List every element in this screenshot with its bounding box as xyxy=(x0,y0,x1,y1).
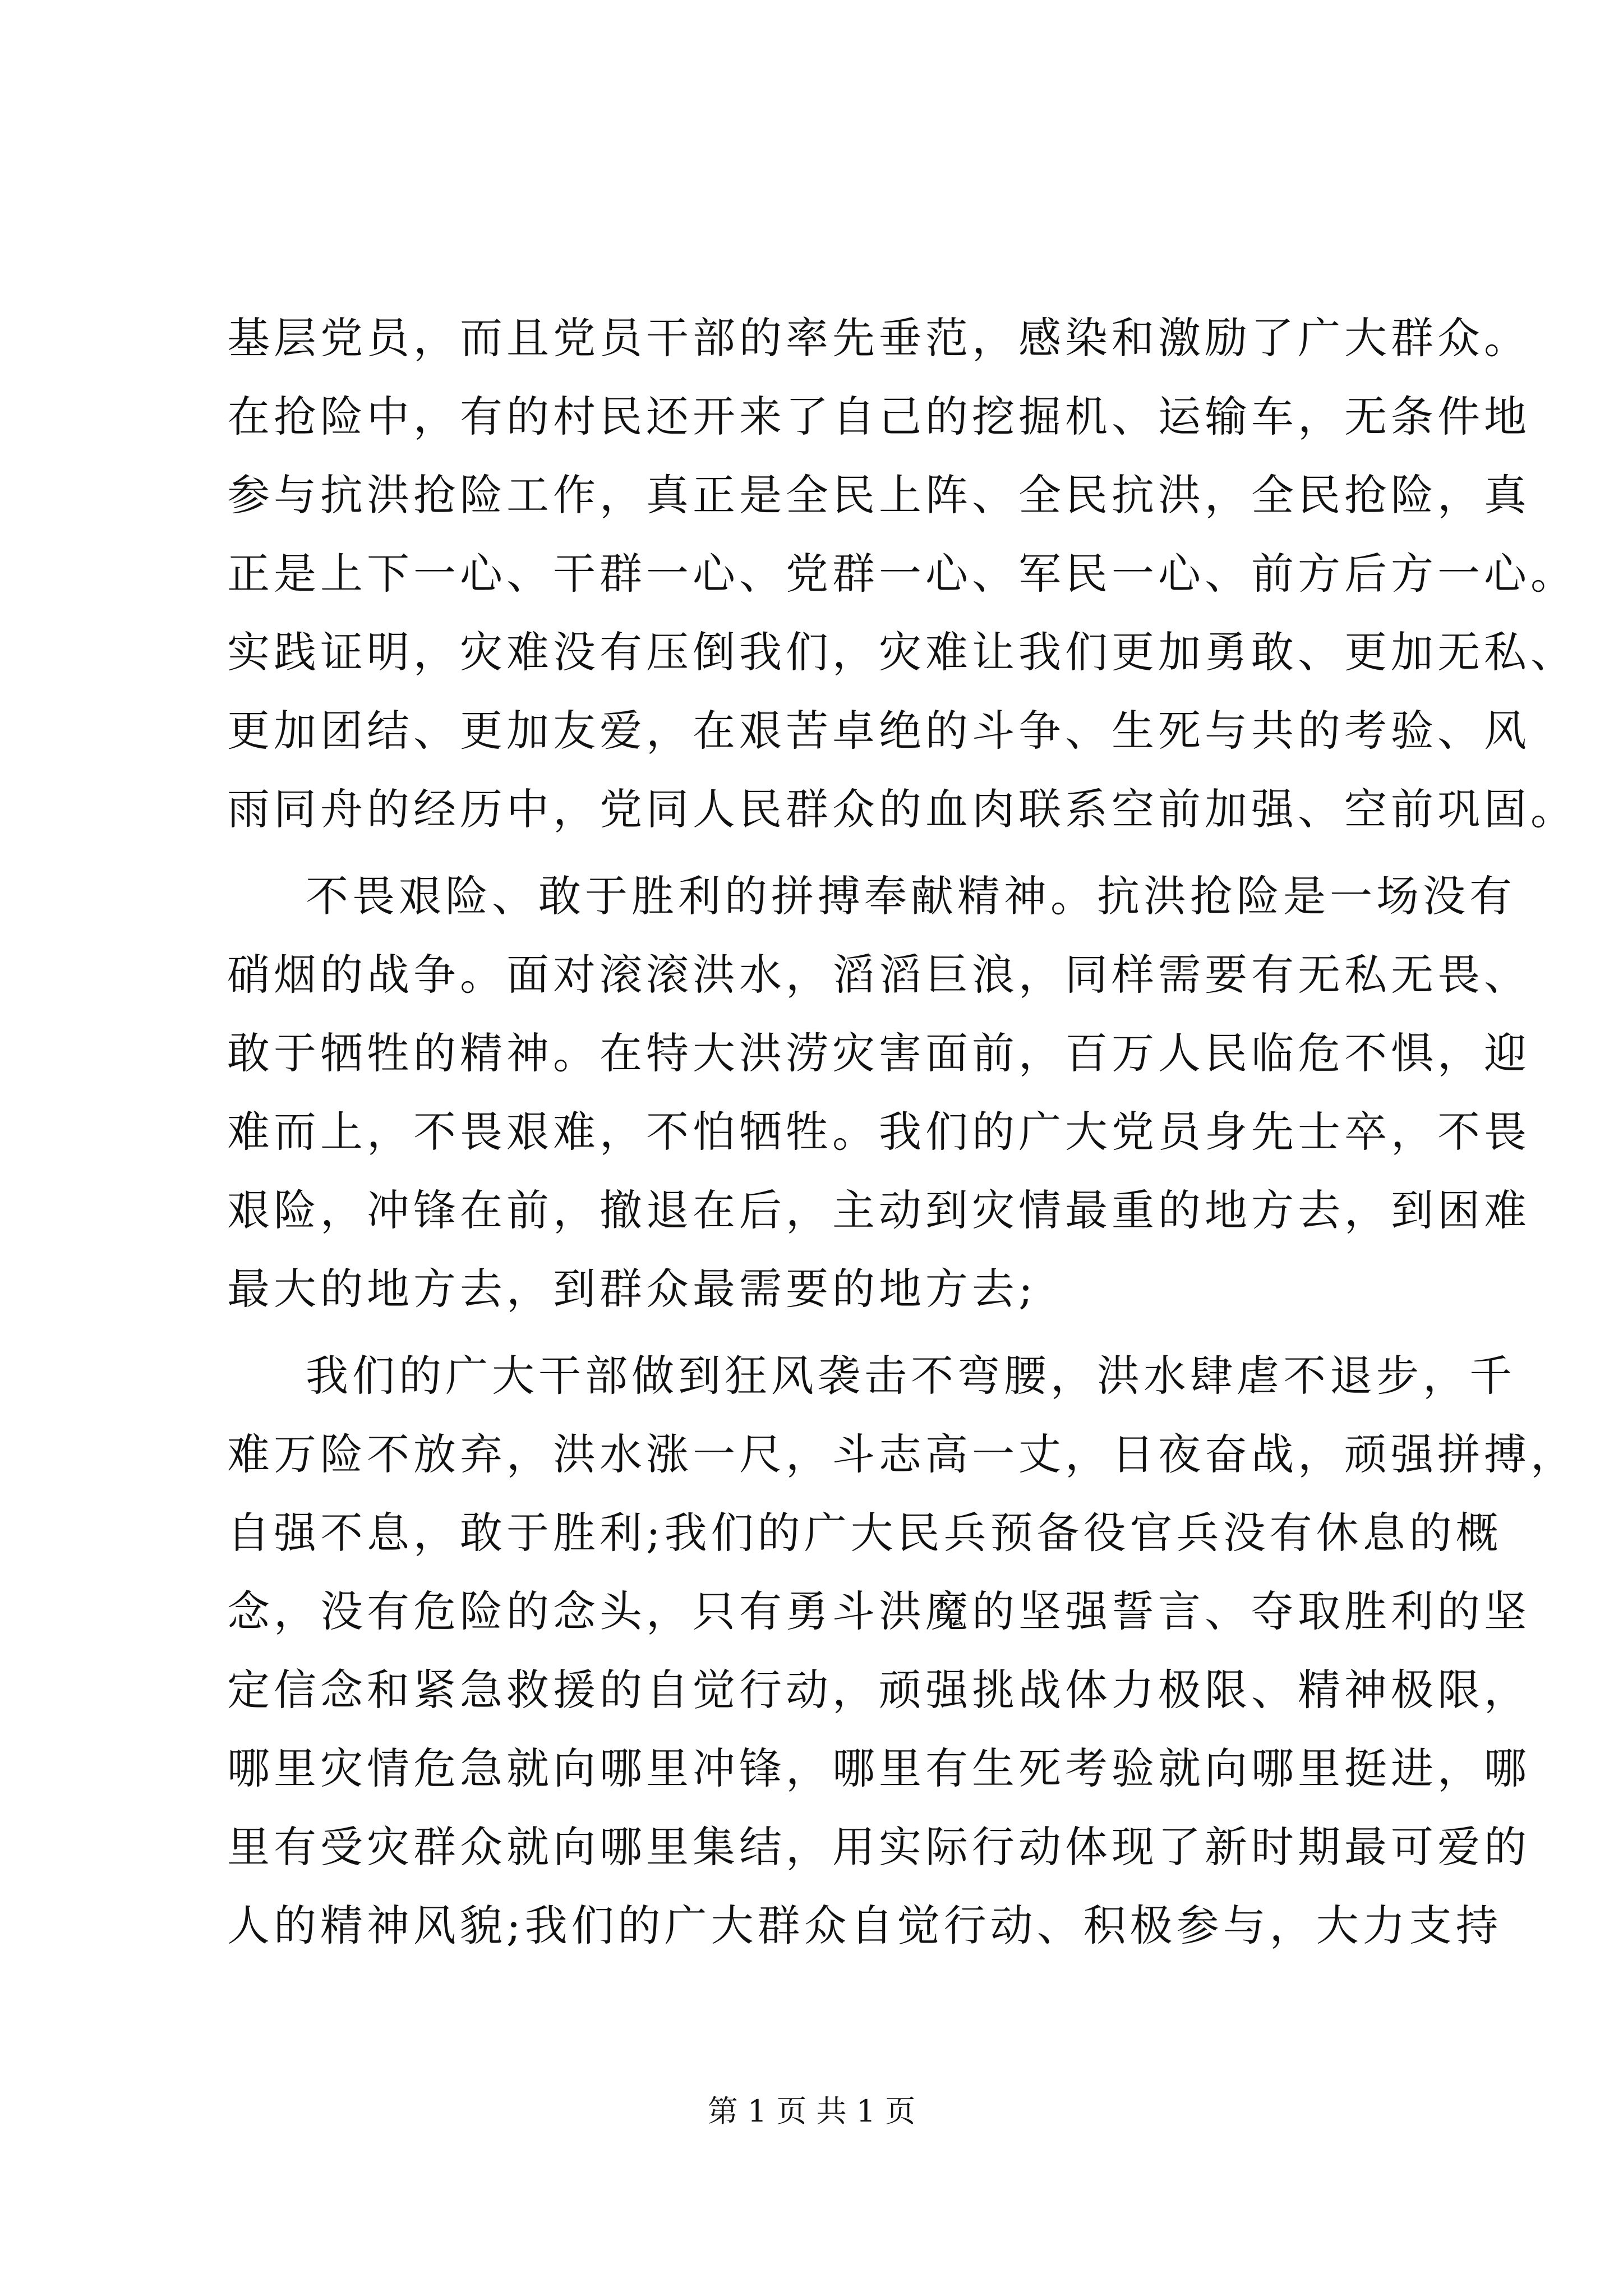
text-line: 人的精神风貌;我们的广大群众自觉行动、积极参与，大力支持 xyxy=(227,1901,1502,1950)
text-line: 正是上下一心、干群一心、党群一心、军民一心、前方后方一心。 xyxy=(227,549,1577,599)
text-line: 硝烟的战争。面对滚滚洪水，滔滔巨浪，同样需要有无私无畏、 xyxy=(227,950,1530,1000)
text-line: 参与抗洪抢险工作，真正是全民上阵、全民抗洪，全民抢险，真 xyxy=(227,470,1530,520)
text-line: 定信念和紧急救援的自觉行动，顽强挑战体力极限、精神极限， xyxy=(227,1665,1530,1715)
text-line: 在抢险中，有的村民还开来了自己的挖掘机、运输车，无条件地 xyxy=(227,392,1530,441)
text-line: 哪里灾情危急就向哪里冲锋，哪里有生死考验就向哪里挺进，哪 xyxy=(227,1743,1530,1793)
page-footer: 第 1 页 共 1 页 xyxy=(707,2093,916,2129)
text-line: 里有受灾群众就向哪里集结，用实际行动体现了新时期最可爱的 xyxy=(227,1822,1530,1872)
text-line: 难而上，不畏艰难，不怕牺牲。我们的广大党员身先士卒，不畏 xyxy=(227,1107,1530,1157)
text-line: 自强不息，敢于胜利;我们的广大民兵预备役官兵没有休息的概 xyxy=(227,1508,1502,1558)
paragraph-first-line: 不畏艰险、敢于胜利的拼搏奉献精神。抗洪抢险是一场没有 xyxy=(306,871,1516,921)
text-line: 敢于牺牲的精神。在特大洪涝灾害面前，百万人民临危不惧，迎 xyxy=(227,1028,1530,1078)
text-line: 艰险，冲锋在前，撤退在后，主动到灾情最重的地方去，到困难 xyxy=(227,1185,1530,1235)
text-line: 实践证明，灾难没有压倒我们，灾难让我们更加勇敢、更加无私、 xyxy=(227,627,1577,677)
paragraph-first-line: 我们的广大干部做到狂风袭击不弯腰，洪水肆虐不退步，千 xyxy=(306,1351,1516,1401)
text-line: 最大的地方去，到群众最需要的地方去; xyxy=(227,1264,1037,1314)
text-line: 难万险不放弃，洪水涨一尺，斗志高一丈，日夜奋战，顽强拼搏， xyxy=(227,1429,1577,1479)
text-line: 念，没有危险的念头，只有勇斗洪魔的坚强誓言、夺取胜利的坚 xyxy=(227,1586,1530,1636)
text-line: 基层党员，而且党员干部的率先垂范，感染和激励了广大群众。 xyxy=(227,313,1530,363)
text-line: 更加团结、更加友爱，在艰苦卓绝的斗争、生死与共的考验、风 xyxy=(227,706,1530,756)
text-line: 雨同舟的经历中，党同人民群众的血肉联系空前加强、空前巩固。 xyxy=(227,784,1577,834)
